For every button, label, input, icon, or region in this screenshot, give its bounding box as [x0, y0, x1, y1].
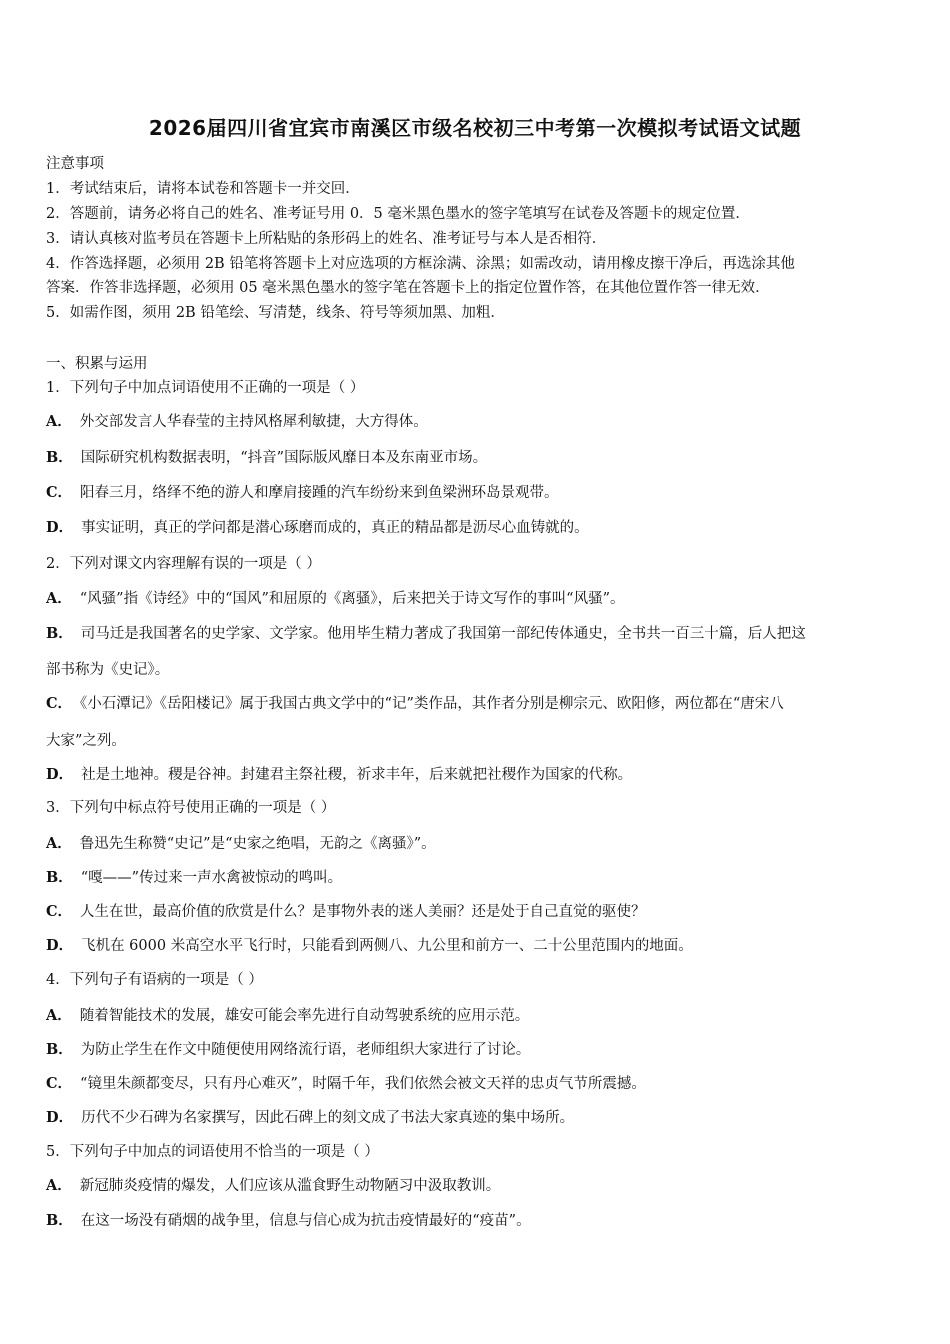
notice-item: 2．答题前，请务必将自己的姓名、准考证号用 0．5 毫米黑色墨水的签字笔填写在试卷及答题卡的规定位置． — [46, 206, 750, 222]
question-option — [46, 1209, 531, 1230]
option-text: 社是土地神。稷是谷神。封建君主祭社稷，祈求丰年，后来就把社稷作为国家的代称。 — [81, 767, 633, 783]
option-text: 在这一场没有硝烟的战争里，信息与信心成为抗击疫情最好的“疫苗”。 — [80, 1213, 531, 1229]
page-title: 2026届四川省宜宾市南溪区市级名校初三中考第一次模拟考试语文试题 — [148, 116, 802, 140]
question-option — [46, 934, 693, 955]
question-stem: 2．下列对课文内容理解有误的一项是（ ） — [46, 556, 321, 572]
question-stem: 1．下列句子中加点词语使用不正确的一项是（ ） — [46, 380, 365, 396]
option-text: 阳春三月，络绎不绝的游人和摩肩接踵的汽车纷纷来到鱼梁洲环岛景观带。 — [80, 485, 559, 501]
option-text: 历代不少石碑为名家撰写，因此石碑上的刻文成了书法大家真迹的集中场所。 — [81, 1110, 575, 1126]
notice-item: 5．如需作图，须用 2B 铅笔绘、写清楚，线条、符号等须加黑、加粗． — [46, 305, 505, 321]
question-stem: 5．下列句子中加点的词语使用不恰当的一项是（ ） — [46, 1144, 379, 1160]
question-option — [46, 446, 487, 467]
option-label: B． — [46, 1212, 73, 1229]
notice-item: 4．作答选择题，必须用 2B 铅笔将答题卡上对应选项的方框涂满、涂黑；如需改动，请用橡皮擦干净后，再选涂其他 — [46, 256, 795, 272]
option-text: 《小石潭记》《岳阳楼记》属于我国古典文学中的“记”类作品，其作者分别是柳宗元、欧阳修，两位都在“唐宋八 — [80, 696, 784, 712]
option-text: 人生在世，最高价值的欣赏是什么？是事物外表的迷人美丽？还是处于自己直觉的驱使？ — [80, 904, 646, 920]
option-text: 司马迁是我国著名的史学家、文学家。他用毕生精力著成了我国第一部纪传体通史，全书共一百三十篇，后人把这 — [80, 626, 806, 642]
notice-heading: 注意事项 — [46, 156, 104, 172]
option-label: C． — [46, 484, 73, 501]
option-label: D． — [46, 937, 74, 954]
question-option — [46, 587, 625, 608]
option-text: 飞机在 6000 米高空水平飞行时，只能看到两侧八、九公里和前方一、二十公里范围内的地面。 — [81, 938, 693, 954]
option-label: B． — [46, 625, 73, 642]
question-option — [46, 763, 632, 784]
question-stem: 3．下列句中标点符号使用正确的一项是（ ） — [46, 800, 336, 816]
question-option — [46, 1174, 500, 1195]
question-option — [46, 900, 646, 921]
option-label: A． — [46, 1177, 72, 1194]
option-label: A． — [46, 835, 72, 852]
option-text: 新冠肺炎疫情的爆发，人们应该从滥食野生动物陋习中汲取教训。 — [79, 1178, 501, 1194]
option-text: 鲁迅先生称赞“史记”是“史家之绝唱，无韵之《离骚》”。 — [79, 836, 436, 852]
question-option — [46, 622, 806, 643]
option-text: “镜里朱颜都变尽，只有丹心难灭”，时隔千年，我们依然会被文天祥的忠贞气节所震撼。 — [80, 1076, 646, 1092]
option-label: A． — [46, 1007, 72, 1024]
option-text: 外交部发言人华春莹的主持风格犀利敏捷，大方得体。 — [79, 414, 428, 430]
option-label: A． — [46, 590, 72, 607]
question-option — [46, 1106, 574, 1127]
option-text: 随着智能技术的发展，雄安可能会率先进行自动驾驶系统的应用示范。 — [79, 1008, 530, 1024]
option-text: “风骚”指《诗经》中的“国风”和屈原的《离骚》，后来把关于诗文写作的事叫“风骚”。 — [79, 591, 625, 607]
option-label: C． — [46, 903, 73, 920]
option-text: 国际研究机构数据表明，“抖音”国际版风靡日本及东南亚市场。 — [80, 450, 488, 466]
option-label: B． — [46, 869, 73, 886]
question-option — [46, 832, 436, 853]
option-text: 事实证明，真正的学问都是潜心琢磨而成的，真正的精品都是沥尽心血铸就的。 — [81, 520, 589, 536]
notice-item: 答案．作答非选择题，必须用 05 毫米黑色墨水的签字笔在答题卡上的指定位置作答，在其他位置作答一律无效． — [46, 280, 770, 296]
option-text: 为防止学生在作文中随便使用网络流行语，老师组织大家进行了讨论。 — [80, 1042, 531, 1058]
option-label: D． — [46, 1109, 74, 1126]
question-option — [46, 692, 784, 713]
question-stem: 4．下列句子有语病的一项是（ ） — [46, 972, 263, 988]
option-label: C． — [46, 1075, 73, 1092]
option-label: A． — [46, 413, 72, 430]
question-option — [46, 481, 559, 502]
option-text: “嘎——”传过来一声水禽被惊动的鸣叫。 — [80, 870, 343, 886]
option-label: B． — [46, 449, 73, 466]
question-option — [46, 410, 428, 431]
option-label: D． — [46, 519, 74, 536]
option-label: B． — [46, 1041, 73, 1058]
question-option — [46, 1072, 646, 1093]
option-label: C． — [46, 695, 73, 712]
question-option — [46, 1038, 530, 1059]
question-option — [46, 1004, 529, 1025]
notice-item: 1．考试结束后，请将本试卷和答题卡一并交回． — [46, 181, 360, 197]
option-continuation: 部书称为《史记》。 — [46, 662, 170, 678]
question-option — [46, 516, 589, 537]
notice-item: 3．请认真核对监考员在答题卡上所粘贴的条形码上的姓名、准考证号与本人是否相符． — [46, 231, 607, 247]
question-option — [46, 866, 342, 887]
section-heading: 一、积累与运用 — [46, 356, 148, 372]
option-label: D． — [46, 766, 74, 783]
option-continuation: 大家”之列。 — [46, 733, 126, 749]
